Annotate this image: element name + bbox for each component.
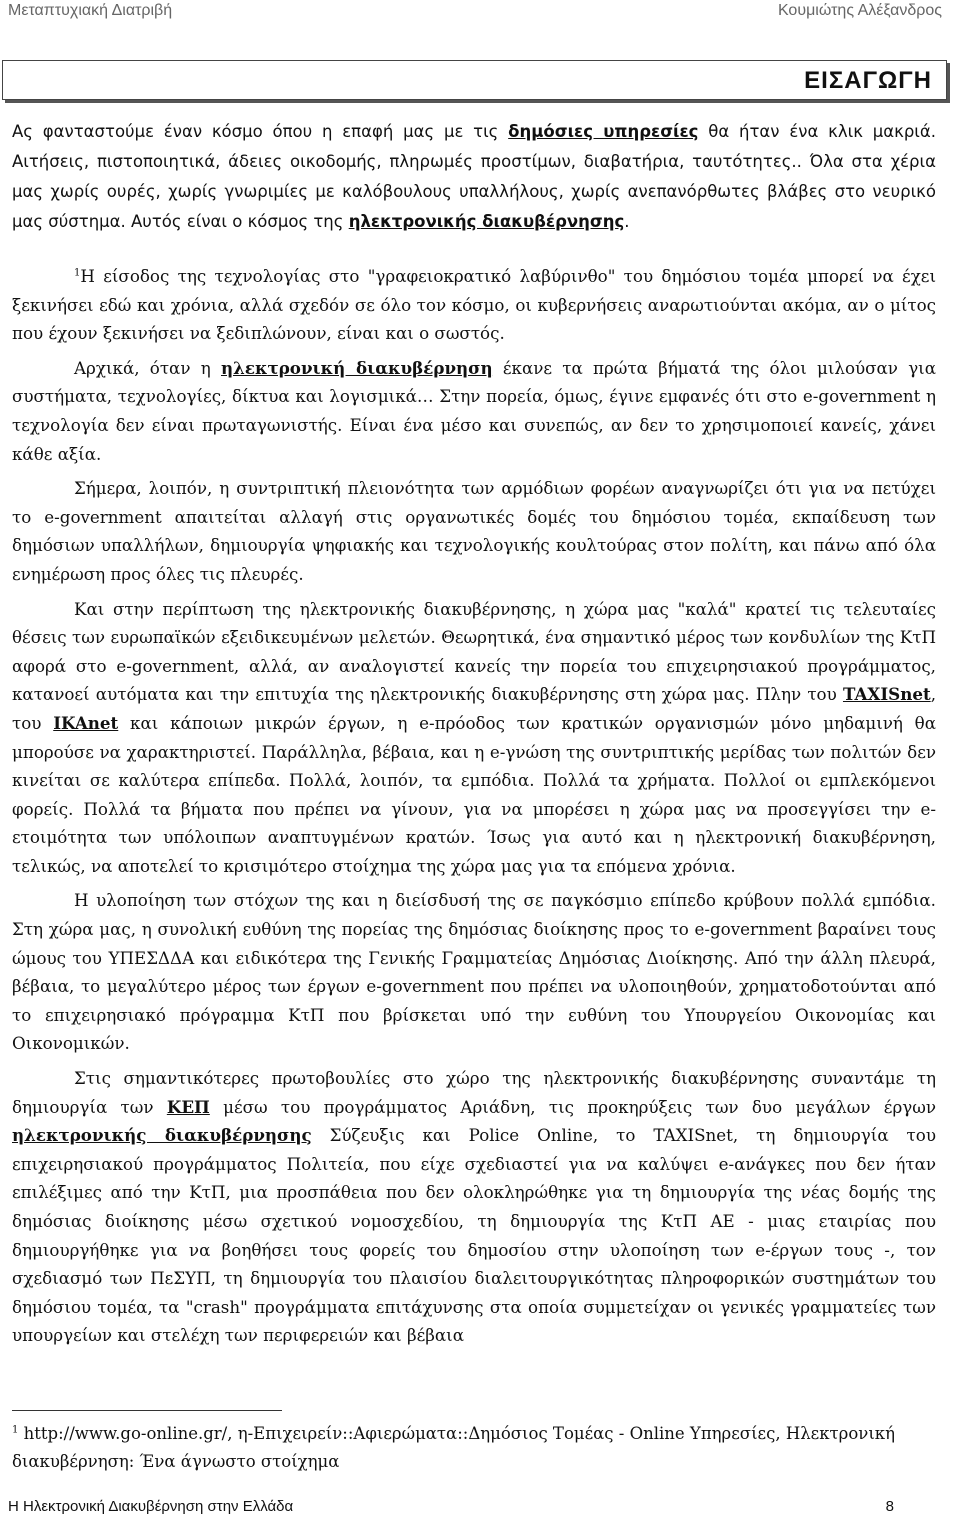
paragraph-2 [12,354,936,468]
link-kep[interactable]: ΚΕΠ [166,1096,210,1117]
header-left: Μεταπτυχιακή Διατριβή [8,2,173,19]
paragraph-6-text-1: Στις σημαντικότερες πρωτοβουλίες στο χώρο της ηλεκτρονικής διακυβέρνησης συναντάμε τη δημιουργία των [12,1068,936,1117]
paragraph-4 [12,595,936,881]
intro-text-1: Ας φανταστούμε έναν κόσμο όπου η επαφή μας με τις [12,122,509,141]
header-right: Κουμιώτης Αλέξανδρος [777,2,942,19]
body-text [12,262,936,1356]
paragraph-4-text-1: Και στην περίπτωση της ηλεκτρονικής διακυβέρνησης, η χώρα μας "καλά" κρατεί τις τελευταίες θέσεις των ευρωπαϊκών εξειδικευμένων μελετών. Θεωρητικά, ένα σημαντικό μέρος των κονδυλίων της ΚτΠ αφορά στο e-government, αλλά, αν αναλογιστεί κανείς την πορεία του επιχειρησιακού προγράμματος, κατανοεί αυτόματα και την επιτυχία της ηλεκτρονικής διακυβέρνησης στη χώρα μας. Πλην του [12,598,936,705]
paragraph-3: Σήμερα, λοιπόν, η συντριπτική πλειονότητα των αρμόδιων φορέων αναγνωρίζει ότι για να πετύχει το e-government απαιτείται αλλαγή στις οργανωτικές δομές του δημόσιου τομέα, εκπαίδευση των δημόσιων υπαλλήλων, δημιουργία ψηφιακής και τεχνολογικής κουλτούρας στον πολίτη, και πάνω από όλα ενημέρωση προς όλες τις πλευρές. [12,478,936,584]
intro-text-2: θα ήταν ένα κλικ μακριά. Αιτήσεις, πιστοποιητικά, άδειες οικοδομής, πληρωμές προστίμων, διαβατήρια, ταυτότητες.. Όλα στα χέρια μας χωρίς ουρές, χωρίς γνωριμίες με καλόβουλους υπαλλήλους, χωρίς ανεπανόρθωτες βλάβες στο νευρικό μας σύστημα. Αυτός είναι ο κόσμος της [12,122,936,231]
section-title-box [2,60,947,100]
footnote [12,1420,942,1476]
paragraph-6-text-3: Σύζευξις και Police Online, το TAXISnet, τη δημιουργία του επιχειρησιακού προγράμματος Πολιτεία, που είχε σχεδιαστεί για να καλύψει e-ανάγκες που δεν ήταν επιλέξιμες από την ΚτΠ, μια προσπάθεια που δεν ολοκληρώθηκε για τη δημιουργία της νέας δομής της δημόσιας διοίκησης μέσω σχετικού νομοσχεδίου, τη δημιουργία της ΚτΠ ΑΕ - μιας εταιρίας που δημιουργήθηκε για να βοηθήσει τους φορείς του δημοσίου στην υλοποίηση των e-έργων τους -, τον σχεδιασμό των ΠεΣΥΠ, τη δημιουργία του πλαισίου διαλειτουργικότητας πληροφορικών συστημάτων του δημόσιου τομέα, τα "crash" προγράμματα επιτάχυνσης στα οποία συμμετείχαν οι γενικές γραμματείες των υπουργείων και στελέχη των περιφερειών και βέβαια [12,1125,936,1346]
footnote-divider [12,1410,282,1411]
page-number: 8 [885,1498,894,1515]
link-e-government-2[interactable]: ηλεκτρονική διακυβέρνηση [221,357,493,378]
paragraph-2-text-2: έκανε τα πρώτα βήματά της όλοι μιλούσαν για συστήματα, τεχνολογίες, δίκτυα και λογισμικά… Στην πορεία, όμως, έγινε εμφανές ότι στο e-government η τεχνολογία δεν είναι πρωταγωνιστής. Είναι ένα μέσο και συνεπώς, αν δεν το χρησιμοποιεί κανείς, χάνει κάθε αξία. [12,357,936,464]
paragraph-6-text-2: μέσω του προγράμματος Αριάδνη, τις προκηρύξεις των δυο μεγάλων έργων [209,1096,936,1117]
section-title: ΕΙΣΑΓΩΓΗ [804,67,932,94]
intro-paragraph [12,117,936,237]
link-e-government[interactable]: ηλεκτρονικής διακυβέρνησης [348,212,625,231]
paragraph-6 [12,1064,936,1350]
paragraph-5: Η υλοποίηση των στόχων της και η διείσδυσή της σε παγκόσμιο επίπεδο κρύβουν πολλά εμπόδια. Στη χώρα μας, η συνολική ευθύνη της πορείας της δημόσιας διοίκησης προς το e-government βαραίνει τους ώμους του ΥΠΕΣΔΔΑ και ειδικότερα της Γενικής Γραμματείας Δημόσιας Διοίκησης. Από την άλλη πλευρά, βέβαια, το μεγαλύτερο μέρος των έργων e-government που πρέπει να υλοποιηθούν, χρηματοδοτούνται από το επιχειρησιακό πρόγραμμα ΚτΠ που βρίσκεται υπό την ευθύνη του Υπουργείου Οικονομίας και Οικονομικών. [12,890,936,1054]
link-e-government-3[interactable]: ηλεκτρονικής διακυβέρνησης [12,1125,312,1146]
footer-title: Η Ηλεκτρονική Διακυβέρνηση στην Ελλάδα [8,1498,294,1515]
footnote-text[interactable]: http://www.go-online.gr/, η-Επιχειρείν::Αφιερώματα::Δημόσιος Τομέας - Online Υπηρεσίες, Ηλεκτρονική διακυβέρνηση: Ένα άγνωστο στοίχημα [12,1424,895,1471]
link-public-services[interactable]: δημόσιες υπηρεσίες [508,122,699,141]
paragraph-4-text-2: , του [12,684,936,733]
link-taxisnet[interactable]: TAXISnet [842,684,931,705]
footnote-ref[interactable]: 1 [74,267,81,279]
link-ikanet[interactable]: IKAnet [53,712,119,733]
paragraph-1-text: Η είσοδος της τεχνολογίας στο "γραφειοκρατικό λαβύρινθο" του δημόσιου τομέα μπορεί να έχει ξεκινήσει εδώ και χρόνια, αλλά σχεδόν σε όλο τον κόσμο, οι κυβερνήσεις αναρωτιούνται ακόμα, αν ο μίτος που έχουν ξεκινήσει να ξεδιπλώνουν, είναι και ο σωστός. [12,266,936,344]
footnote-number: 1 [12,1424,19,1436]
paragraph-1 [12,262,936,348]
paragraph-2-text-1: Αρχικά, όταν η [74,357,221,378]
intro-text-3: . [624,212,630,231]
paragraph-4-text-3: και κάποιων μικρών έργων, η e-πρόοδος των κρατικών οργανισμών μόνο μηδαμινή θα μπορούσε να χαρακτηριστεί. Παράλληλα, βέβαια, και η e-γνώση της συντριπτικής μερίδας των πολιτών δεν κινείται σε καλύτερα επίπεδα. Πολλά, λοιπόν, τα εμπόδια. Πολλά τα χρήματα. Πολλοί οι εμπλεκόμενοι φορείς. Πολλά τα βήματα που πρέπει να γίνουν, για να μπορέσει η χώρα μας να προσεγγίσει την e-ετοιμότητα των υπόλοιπων αναπτυγμένων κρατών. Ίσως για αυτό και η ηλεκτρονική διακυβέρνηση, τελικώς, να αποτελεί το κρισιμότερο στοίχημα της χώρα μας για τα επόμενα χρόνια. [12,712,936,876]
